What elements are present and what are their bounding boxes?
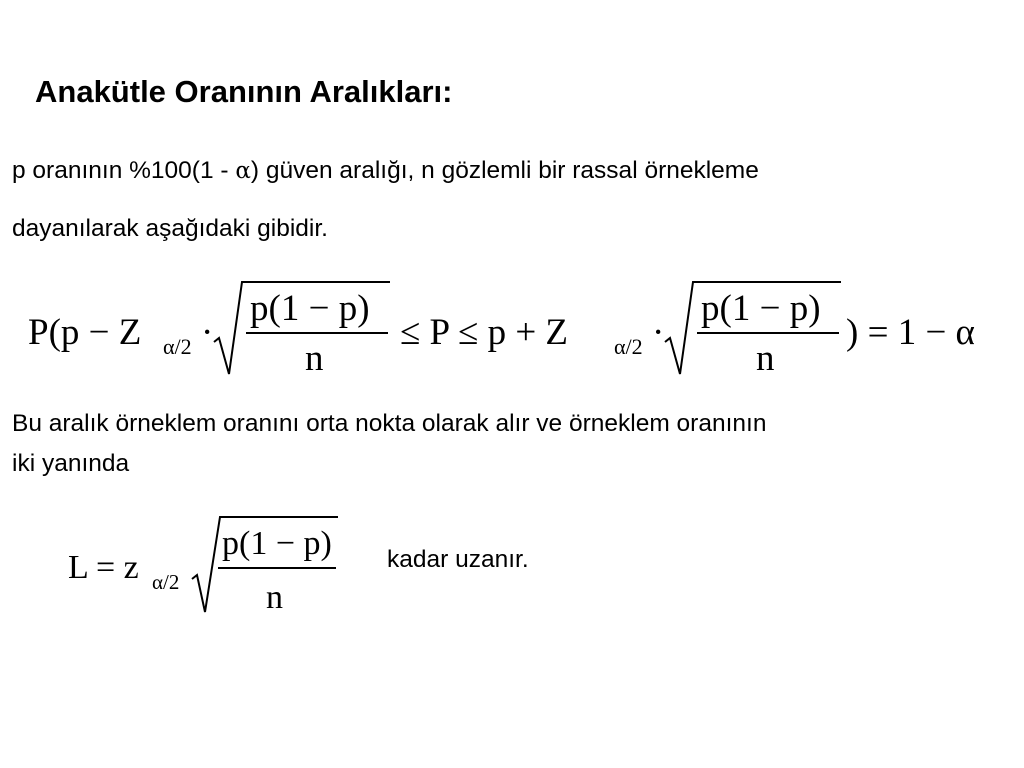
closing-text: kadar uzanır. (387, 546, 529, 573)
formula-subscript-left: α/2 (163, 334, 192, 359)
length-fraction-bar (218, 567, 336, 569)
length-formula-numerator: p(1 − p) (222, 525, 332, 562)
formula-dot-right: · (652, 312, 665, 353)
length-formula (0, 505, 380, 620)
slide-title: Anakütle Oranının Aralıkları: (35, 74, 453, 109)
formula-numerator-right: p(1 − p) (701, 288, 821, 329)
formula-subscript-right: α/2 (614, 334, 643, 359)
square-root-sign (190, 505, 340, 620)
formula-numerator-left: p(1 − p) (250, 288, 370, 329)
formula-middle: ≤ P ≤ p + Z (400, 312, 569, 353)
fraction-bar-left (246, 332, 388, 334)
paragraph-1-text-after-alpha: ) güven aralığı, n gözlemli bir rassal örnekleme (250, 157, 759, 184)
fraction-bar-right (697, 332, 839, 334)
paragraph-2-line-2: iki yanında (12, 450, 130, 477)
formula-denominator-left: n (305, 338, 324, 379)
formula-denominator-right: n (756, 338, 775, 379)
formula-left-start: P(p − Z (28, 312, 142, 353)
confidence-interval-formula (0, 270, 1024, 380)
length-formula-lhs: L = z (68, 549, 139, 586)
formula-right-end: ) = 1 − α (846, 312, 975, 353)
length-formula-denominator: n (266, 579, 283, 616)
formula-dot-left: · (201, 312, 214, 353)
paragraph-1-line-2: dayanılarak aşağıdaki gibidir. (12, 215, 328, 242)
paragraph-1-text-before-alpha: p oranının %100(1 - (12, 157, 236, 184)
paragraph-1-line-1 (12, 157, 759, 185)
paragraph-2-line-1: Bu aralık örneklem oranını orta nokta olarak alır ve örneklem oranının (12, 410, 767, 437)
length-formula-subscript: α/2 (152, 570, 180, 594)
alpha-symbol: α (235, 158, 251, 184)
